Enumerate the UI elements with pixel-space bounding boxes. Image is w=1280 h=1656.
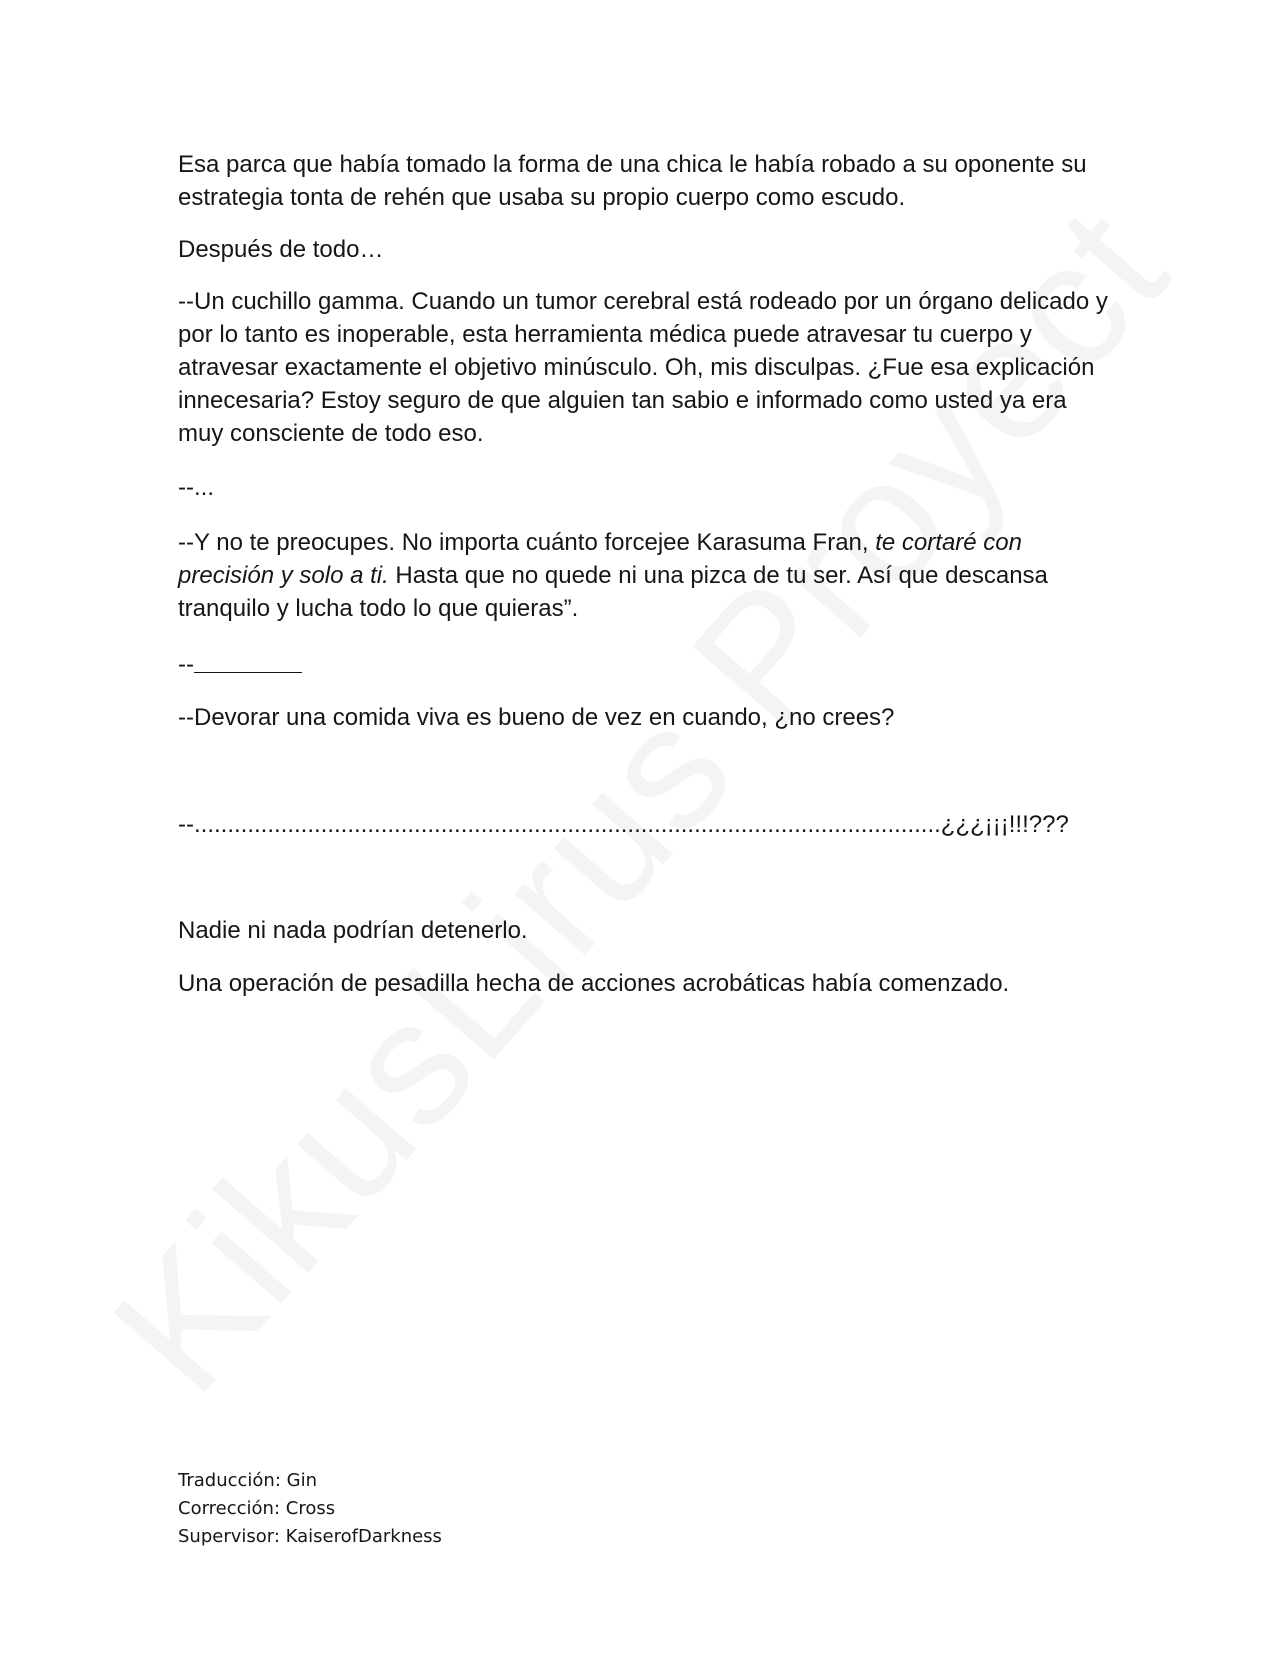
credit-supervisor: Supervisor: KaiserofDarkness [178,1526,442,1547]
credit-correction: Corrección: Cross [178,1498,336,1519]
paragraph-3: --Un cuchillo gamma. Cuando un tumor cerebral está rodeado por un órgano delicado y por lo tanto es inoperable, esta herramienta médica puede atravesar tu cuerpo y atravesar exactamente el objetivo minúsculo. Oh, mis disculpas. ¿Fue esa explicación innecesaria? Estoy seguro de que alguien tan sabio e informado como usted ya era muy consciente de todo eso. [178,288,1108,447]
paragraph-5 [178,526,1108,625]
paragraph-2: Después de todo… [178,236,384,263]
paragraph-1: Esa parca que había tomado la forma de una chica le había robado a su oponente su estrategia tonta de rehén que usaba su propio cuerpo como escudo. [178,151,1087,211]
paragraph-8: --................................................................................................................¿¿¿¡¡¡!!!??? [178,811,1069,838]
paragraph-5-italic: te cortaré con precisión y solo a ti. [178,529,1022,589]
paragraph-7: --Devorar una comida viva es bueno de vez en cuando, ¿no crees? [178,704,895,731]
blank-line [194,671,302,673]
paragraph-9: Nadie ni nada podrían detenerlo. [178,917,528,944]
credits [178,1467,442,1551]
credit-translation: Traducción: Gin [178,1470,317,1491]
body-text [178,148,1108,1000]
paragraph-6-prefix: -- [178,651,194,678]
paragraph-5-text-a: --Y no te preocupes. No importa cuánto forcejee Karasuma Fran, [178,529,876,556]
paragraph-4: --... [178,474,214,501]
paragraph-5-text-b: Hasta que no quede ni una pizca de tu ser. Así que descansa tranquilo y lucha todo lo que quieras”. [178,562,1048,622]
paragraph-10: Una operación de pesadilla hecha de acciones acrobáticas había comenzado. [178,970,1010,997]
paragraph-6 [178,648,1108,681]
